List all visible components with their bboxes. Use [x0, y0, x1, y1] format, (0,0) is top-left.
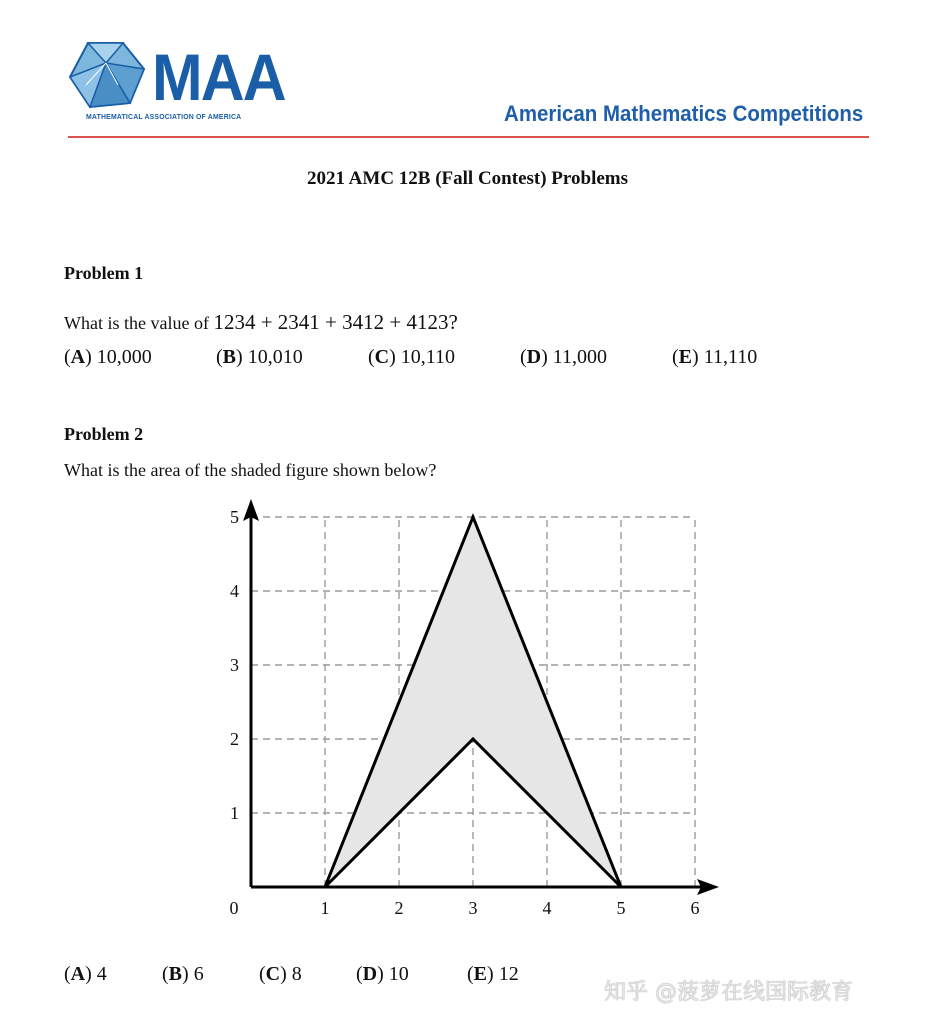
problem-1-question: [64, 310, 458, 335]
problem-2-heading: Problem 2: [64, 424, 144, 444]
maa-logo-icon: [68, 41, 148, 109]
x-tick-label: 5: [616, 898, 626, 918]
maa-logo-subtitle: MATHEMATICAL ASSOCIATION OF AMERICA: [86, 112, 242, 121]
choice-b[interactable]: (B) 10,010: [216, 346, 303, 368]
choice-d[interactable]: (D) 11,000: [520, 346, 608, 368]
choice-e[interactable]: (E) 12: [467, 963, 519, 985]
document-title: 2021 AMC 12B (Fall Contest) Problems: [306, 168, 629, 189]
y-tick-label: 3: [230, 655, 239, 675]
watermark: 知乎 @菠萝在线国际教育: [604, 980, 853, 1005]
maa-logo-text: MAA: [152, 40, 285, 114]
choice-c[interactable]: (C) 8: [259, 963, 302, 985]
choice-a[interactable]: (A) 4: [64, 963, 107, 985]
problem-2-choices: [64, 963, 519, 986]
x-tick-label: 6: [690, 898, 700, 918]
y-tick-label: 2: [230, 729, 239, 749]
y-tick-label: 1: [230, 803, 239, 823]
problem-1-expression: 1234 + 2341 + 3412 + 4123?: [213, 310, 458, 334]
choice-d[interactable]: (D) 10: [356, 963, 409, 985]
choice-e[interactable]: (E) 11,110: [672, 346, 758, 368]
polygon-vertex: [472, 738, 475, 741]
shaded-polygon: [325, 517, 621, 887]
shaded-figure-chart: [220, 490, 730, 930]
x-tick-label: 1: [320, 898, 330, 918]
y-tick-label: 4: [230, 581, 239, 601]
x-tick-label: 4: [542, 898, 552, 918]
y-tick-label: 5: [230, 507, 239, 527]
problem-1-choices: [64, 346, 757, 369]
x-tick-label: 3: [468, 898, 478, 918]
x-tick-label: 0: [229, 898, 239, 918]
competition-name: American Mathematics Competitions: [503, 101, 863, 126]
choice-a[interactable]: (A) 10,000: [64, 346, 152, 368]
choice-b[interactable]: (B) 6: [162, 963, 204, 985]
choice-c[interactable]: (C) 10,110: [368, 346, 456, 368]
header-divider: [68, 136, 869, 138]
problem-1-heading: Problem 1: [64, 263, 144, 283]
problem-1-question-text: What is the value of: [64, 313, 209, 333]
x-tick-label: 2: [394, 898, 404, 918]
problem-2-question: What is the area of the shaded figure shown below?: [64, 460, 437, 480]
polygon-vertex: [472, 516, 475, 519]
